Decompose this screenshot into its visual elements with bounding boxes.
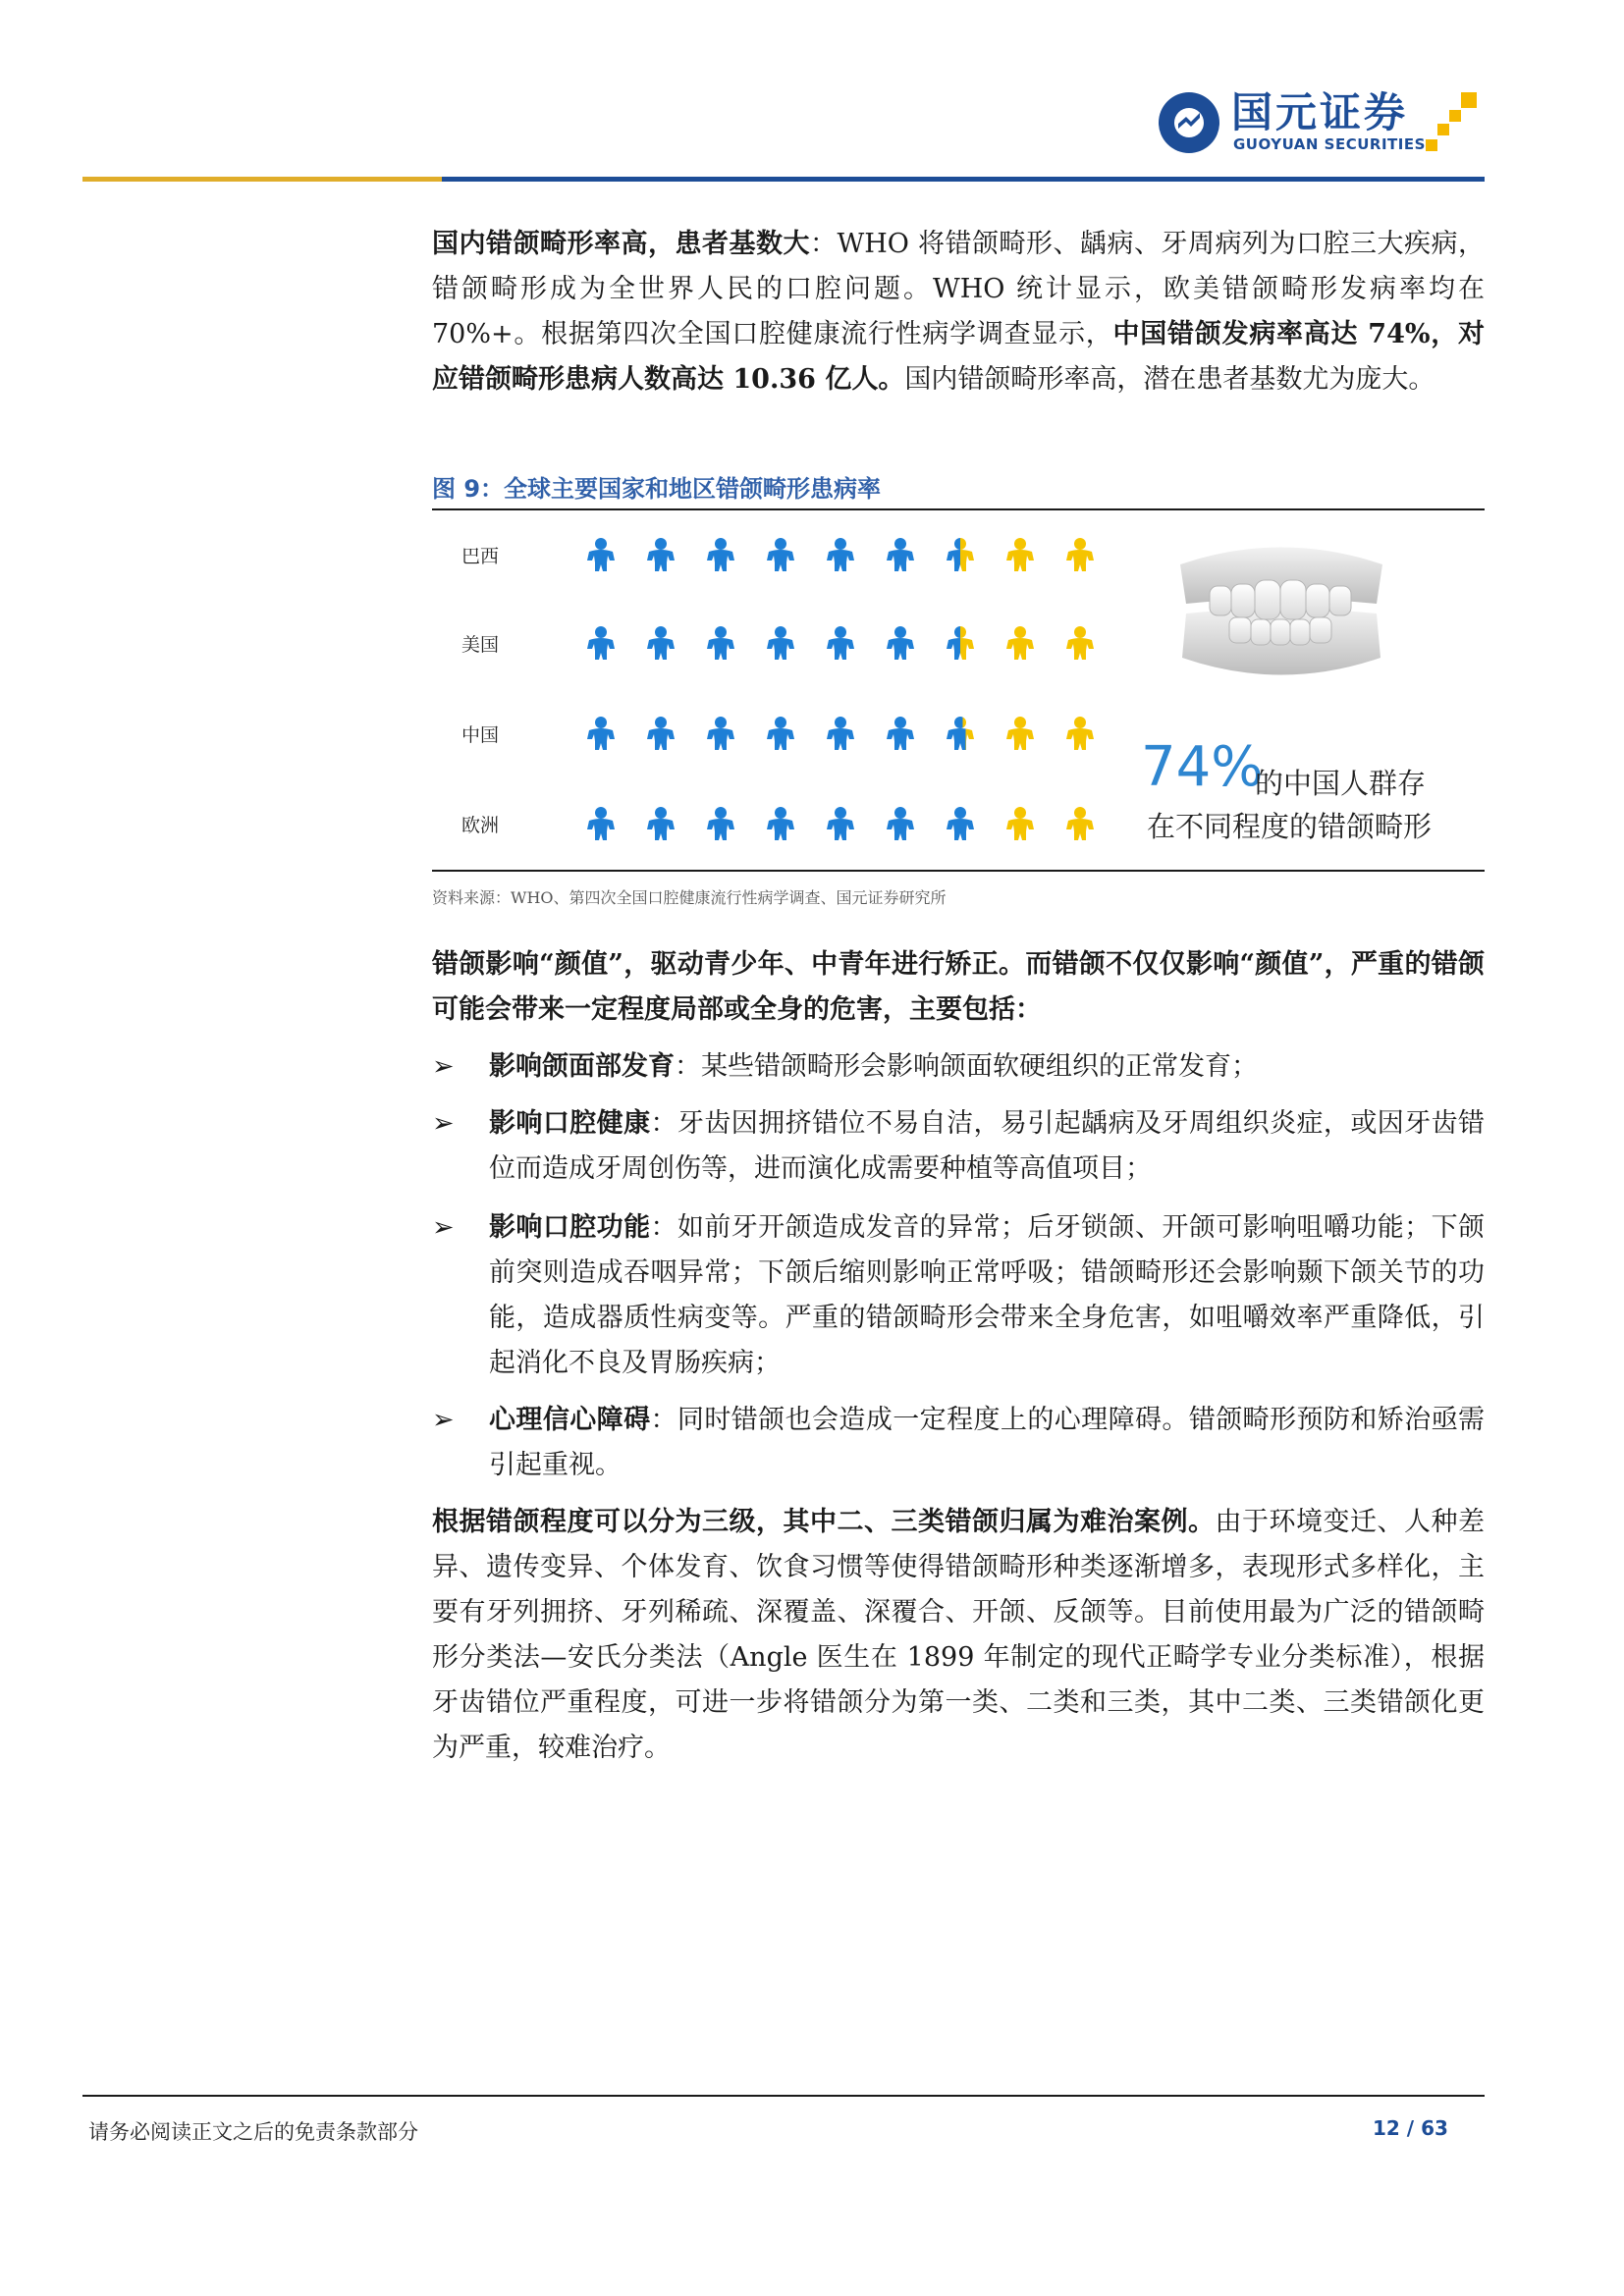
page-number: 12 / 63 — [1373, 2116, 1448, 2140]
person-icon — [766, 807, 795, 840]
logo-square-icon — [1437, 124, 1449, 135]
bullet-label: 影响口腔健康 — [489, 1108, 651, 1139]
bullet-label: 影响口腔功能 — [489, 1212, 651, 1243]
logo-arrow-icon — [1178, 112, 1200, 130]
person-icon — [1065, 807, 1095, 840]
person-icon — [946, 717, 975, 750]
bullet-text: ：同时错颌也会造成一定程度上的心理障碍。错颌畸形预防和矫治亟需引起重视。 — [489, 1405, 1485, 1480]
logo-english-name: GUOYUAN SECURITIES — [1233, 135, 1426, 153]
logo-square-icon — [1449, 110, 1461, 122]
person-icon — [826, 807, 855, 840]
section2-lead: 错颌影响“颜值”，驱动青少年、中青年进行矫正。而错颌不仅仅影响“颜值”，严重的错颌可能会带来一定程度局部或全身的危害，主要包括： — [432, 949, 1485, 1025]
intro-lead: 国内错颌畸形率高，患者基数大 — [432, 229, 810, 259]
person-icon — [1005, 717, 1035, 750]
person-icon — [586, 538, 616, 571]
person-icon — [646, 807, 676, 840]
person-icon — [886, 626, 915, 660]
arrow-bullet-icon: ➢ — [432, 1405, 455, 1435]
logo-chinese-name: 国元证券 — [1231, 88, 1409, 136]
country-label: 中国 — [461, 724, 500, 746]
person-icon — [706, 717, 735, 750]
person-icon — [1065, 538, 1095, 571]
footer-divider — [82, 2095, 1485, 2097]
person-icon — [886, 807, 915, 840]
section3-text: 由于环境变迁、人种差异、遗传变异、个体发育、饮食习惯等使得错颌畸形种类逐渐增多，表现形式多样化，主要有牙列拥挤、牙列稀疏、深覆盖、深覆合、开颌、反颌等。目前使用最为广泛的错颌畸形分类法—安氏分类法（Angle 医生在 1899 年制定的现代正畸学专业分类标准），根据牙齿错位严重程度，可进一步将错颌分为第一类、二类和三类，其中二类、三类错颌化更为严重，较难治疗。 — [432, 1507, 1485, 1763]
callout-text-line1: 的中国人群存 — [1255, 767, 1427, 800]
person-icon — [1005, 807, 1035, 840]
company-logo — [1159, 90, 1492, 157]
header-divider-gold — [82, 177, 442, 182]
intro-bold-2: 中国错颌发病率高达 74%，对应错颌畸形患病人数高达 10.36 亿人。 — [432, 319, 1485, 395]
figure-title: 图 9：全球主要国家和地区错颌畸形患病率 — [432, 475, 882, 503]
section3-lead: 根据错颌程度可以分为三级，其中二、三类错颌归属为难治案例。 — [432, 1507, 1216, 1537]
section2-paragraph — [432, 942, 1485, 1033]
person-icon — [706, 538, 735, 571]
figure-source: 资料来源：WHO、第四次全国口腔健康流行性病学调查、国元证券研究所 — [432, 888, 947, 907]
person-icon — [586, 807, 616, 840]
logo-square-icon — [1461, 92, 1477, 108]
person-icon — [706, 626, 735, 660]
country-label: 美国 — [461, 634, 500, 656]
callout-percent: 74% — [1141, 735, 1264, 799]
person-icon — [886, 538, 915, 571]
header-divider-blue — [442, 177, 1485, 182]
intro-text-1: ：WHO 将错颌畸形、龋病、牙周病列为口腔三大疾病，错颌畸形成为全世界人民的口腔问题。WHO 统计显示，欧美错颌畸形发病率均在 70%+。根据第四次全国口腔健康流行性病学调查显示， — [432, 229, 1486, 349]
person-icon — [766, 717, 795, 750]
person-icon — [826, 538, 855, 571]
person-icon — [586, 717, 616, 750]
country-label: 巴西 — [461, 546, 500, 567]
arrow-bullet-icon: ➢ — [432, 1108, 455, 1139]
person-icon — [1005, 538, 1035, 571]
person-icon — [1065, 717, 1095, 750]
logo-square-icon — [1426, 139, 1437, 151]
bullet-text: ：如前牙开颌造成发音的异常；后牙锁颌、开颌可影响咀嚼功能；下颌前突则造成吞咽异常；下颌后缩则影响正常呼吸；错颌畸形还会影响颞下颌关节的功能，造成器质性病变等。严重的错颌畸形会带来全身危害，如咀嚼效率严重降低，引起消化不良及胃肠疾病； — [489, 1212, 1485, 1378]
country-label: 欧洲 — [461, 815, 500, 836]
arrow-bullet-icon: ➢ — [432, 1051, 455, 1082]
person-icon — [946, 807, 975, 840]
footer-disclaimer: 请务必阅读正文之后的免责条款部分 — [88, 2120, 418, 2144]
person-icon — [946, 626, 975, 660]
intro-paragraph — [432, 222, 1485, 402]
callout-text-line2: 在不同程度的错颌畸形 — [1147, 810, 1433, 843]
person-icon — [1065, 626, 1095, 660]
person-icon — [946, 538, 975, 571]
bullet-label: 心理信心障碍 — [489, 1405, 651, 1435]
bullet-label: 影响颌面部发育 — [489, 1051, 675, 1082]
person-icon — [766, 538, 795, 571]
person-icon — [706, 807, 735, 840]
bullet-text: ：某些错颌畸形会影响颌面软硬组织的正常发育； — [675, 1051, 1258, 1082]
person-icon — [886, 717, 915, 750]
person-icon — [646, 626, 676, 660]
bullet-text: ：牙齿因拥挤错位不易自洁，易引起龋病及牙周组织炎症，或因牙齿错位而造成牙周创伤等，进而演化成需要种植等高值项目； — [489, 1108, 1485, 1184]
person-icon — [826, 717, 855, 750]
intro-text-3: 国内错颌畸形率高，潜在患者基数尤为庞大。 — [904, 364, 1435, 395]
person-icon — [766, 626, 795, 660]
arrow-bullet-icon: ➢ — [432, 1212, 455, 1243]
person-icon — [586, 626, 616, 660]
person-icon — [646, 717, 676, 750]
person-icon — [646, 538, 676, 571]
person-icon — [826, 626, 855, 660]
figure-bottom-rule — [432, 870, 1485, 872]
section3-paragraph — [432, 1500, 1485, 1771]
dental-model-image — [1170, 535, 1392, 682]
figure-top-rule — [432, 508, 1485, 510]
person-icon — [1005, 626, 1035, 660]
